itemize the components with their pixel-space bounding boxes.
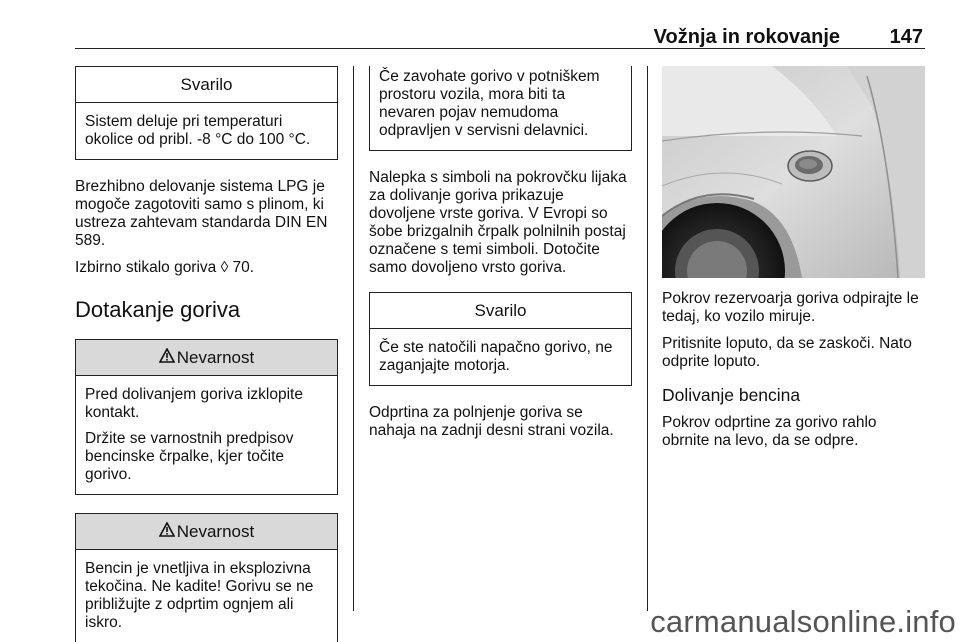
danger-box-title: Nevarnost (176, 348, 255, 367)
page-number: 147 (889, 26, 923, 48)
column-3 (662, 66, 925, 459)
column-1 (75, 66, 338, 642)
continued-warning-box (369, 66, 632, 151)
danger-box-body (76, 376, 337, 494)
danger-text: Bencin je vnetljiva in eksplozivna tekočina. Ne kadite! Gorivu se ne približujte z odprtim ognjem ali iskro. (85, 560, 314, 631)
danger-box-body (76, 550, 337, 642)
note-box-title: Svarilo (370, 293, 631, 329)
flap-press-instruction: Pritisnite loputo, da se zaskoči. Nato odprite loputo. (662, 335, 912, 370)
column-divider-2 (647, 66, 648, 611)
filler-location-paragraph: Odprtina za polnjenje goriva se nahaja na zadnji desni strani vozila. (369, 404, 614, 439)
fuel-switch-reference: Izbirno stikalo goriva ◊ 70. (75, 259, 255, 276)
section-heading: Dotakanje goriva (75, 297, 241, 322)
warning-triangle-icon (159, 348, 175, 363)
subsection-heading: Dolivanje bencina (662, 385, 801, 405)
chapter-title: Vožnja in rokovanje (653, 26, 840, 48)
column-2 (369, 66, 632, 449)
note-box-title: Svarilo (76, 67, 337, 103)
note-box-svarilo-2 (369, 292, 632, 386)
danger-box-header (76, 514, 337, 550)
car-fuel-flap-illustration (662, 66, 925, 278)
danger-text: Držite se varnostnih predpisov bencinske črpalke, kjer točite gorivo. (85, 430, 294, 483)
fuel-label-paragraph: Nalepka s simboli na pokrovčku lijaka za dolivanje goriva prikazuje dovoljene vrste goriva. V Evropi so šobe brizgalnih črpalk polnilnih postaj označene s temi simboli. Dotočite samo dovoljeno vrsto goriva. (369, 169, 627, 276)
flap-opening-instruction: Pokrov rezervoarja goriva odpirajte le tedaj, ko vozilo miruje. (662, 290, 919, 325)
warning-triangle-icon (159, 522, 175, 537)
note-box-body (76, 103, 337, 159)
danger-box-header (76, 340, 337, 376)
lpg-paragraph: Brezhibno delovanje sistema LPG je mogoče zagotoviti samo s plinom, ki ustreza zahtevam standarda DIN EN 589. (75, 178, 328, 249)
continued-warning-text: Če zavohate gorivo v potniškem prostoru vozila, mora biti ta nevaren pojav nemudoma odpravljen v servisni delavnici. (379, 68, 600, 139)
note-box-text: Sistem deluje pri temperaturi okolice od pribl. -8 °C do 100 °C. (85, 113, 311, 148)
note-box-body (370, 329, 631, 385)
fuel-flap-photo (662, 66, 925, 278)
cap-turn-instruction: Pokrov odprtine za gorivo rahlo obrnite na levo, da se odpre. (662, 414, 877, 449)
note-box-text: Če ste natočili napačno gorivo, ne zaganjajte motorja. (379, 339, 613, 374)
watermark: carmanualsonline.info (650, 604, 956, 639)
note-box-svarilo (75, 66, 338, 160)
danger-box-title: Nevarnost (176, 522, 255, 541)
danger-box-1 (75, 339, 338, 495)
continued-warning-body (370, 66, 631, 150)
page-header (75, 0, 925, 49)
danger-text: Pred dolivanjem goriva izklopite kontakt. (85, 386, 303, 421)
danger-box-2 (75, 513, 338, 642)
column-divider-1 (353, 66, 354, 611)
